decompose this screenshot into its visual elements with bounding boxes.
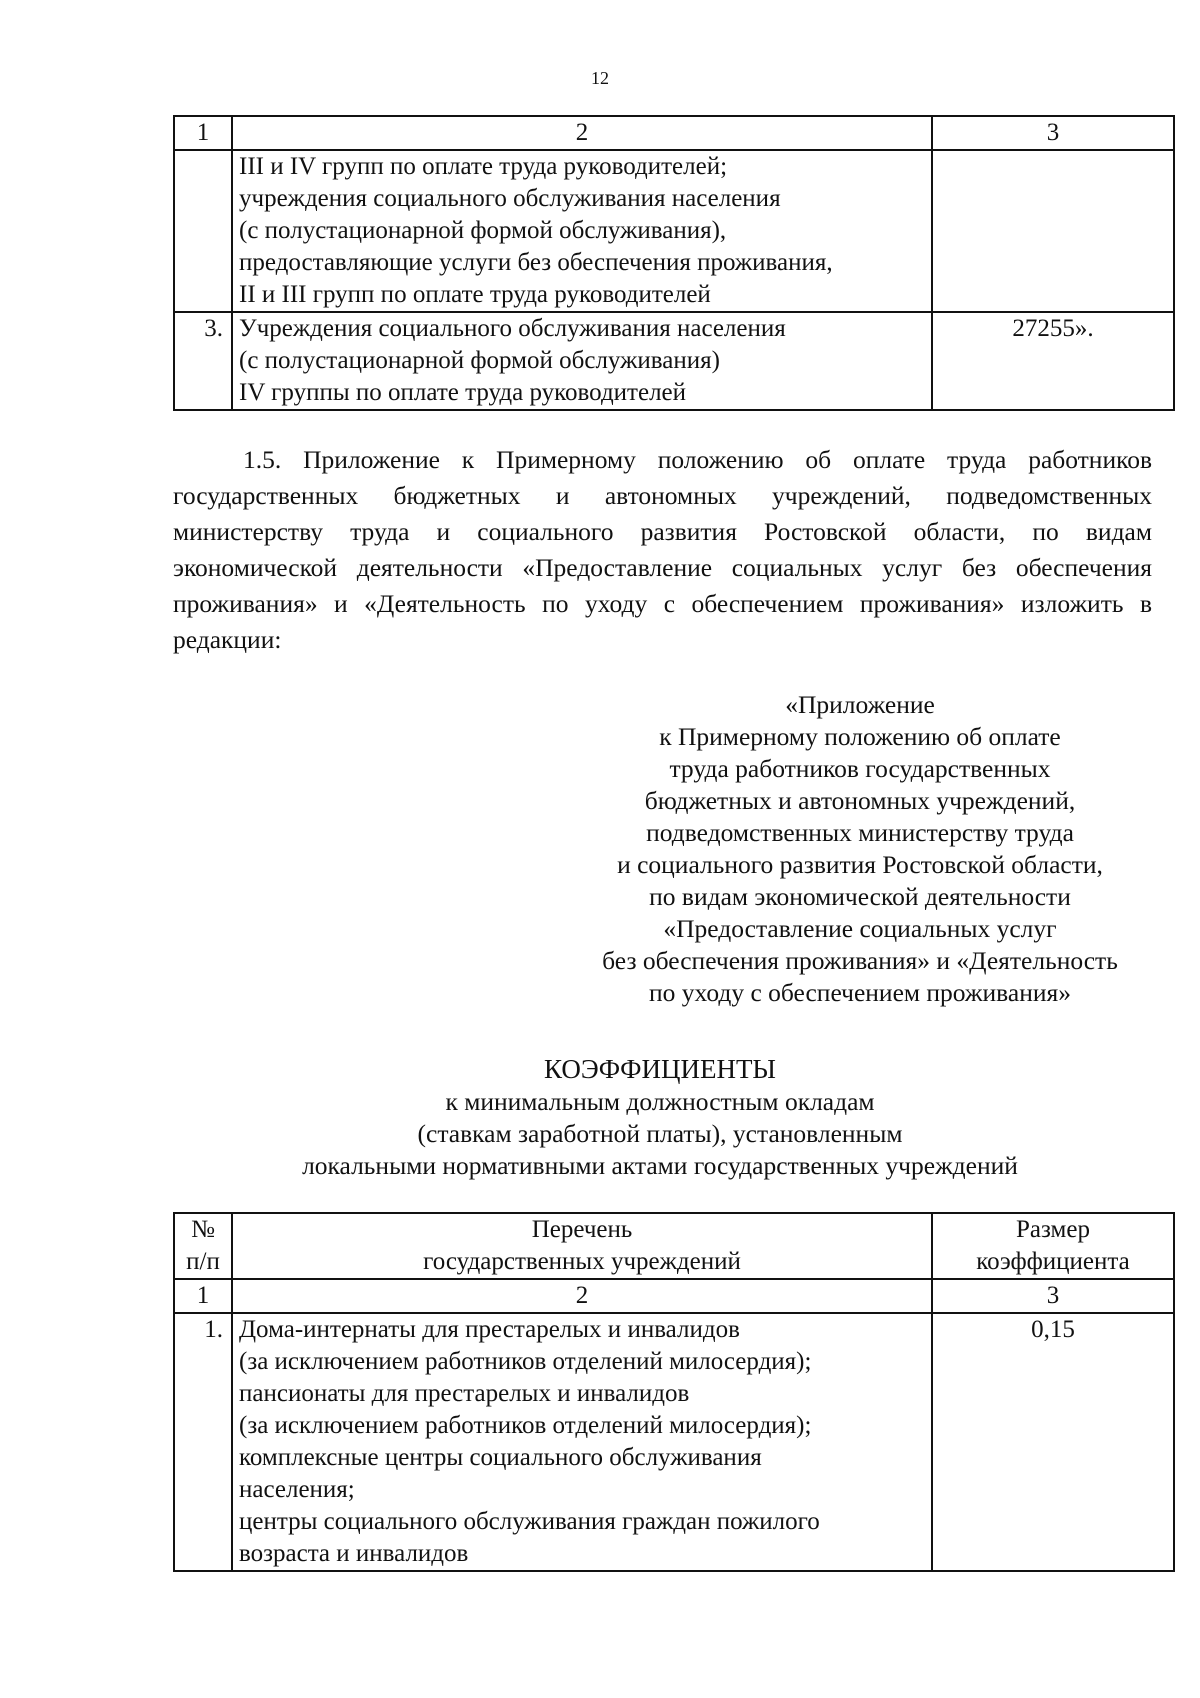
heading-title: КОЭФФИЦИЕНТЫ: [544, 1054, 776, 1084]
row-number: 3.: [174, 312, 232, 410]
appendix-line: по уходу с обеспечением проживания»: [649, 978, 1071, 1007]
header-number: № п/п: [174, 1213, 232, 1279]
appendix-line: труда работников государственных: [669, 754, 1051, 783]
table-row: [174, 150, 1174, 312]
table-index-cell: 2: [232, 1279, 932, 1313]
coefficients-heading: [150, 1052, 1170, 1182]
header-size: Размер коэффициента: [932, 1213, 1174, 1279]
appendix-line: «Предоставление социальных услуг: [663, 914, 1057, 943]
row-value: 0,15: [932, 1313, 1174, 1571]
table-index-cell: 1: [174, 1279, 232, 1313]
row-number: 1.: [174, 1313, 232, 1571]
table-continuation: [173, 115, 1175, 411]
row-text: Дома-интернаты для престарелых и инвалидов (за исключением работников отделений милосердия); пансионаты для престарелых и инвалидов (за исключением работников отделений милосердия); комплексные центры социального обслуживания населения; центры социального обслуживания граждан пожилого возраста и инвалидов: [232, 1313, 932, 1571]
row-number: [174, 150, 232, 312]
appendix-line: к Примерному положению об оплате: [659, 722, 1061, 751]
appendix-line: по видам экономической деятельности: [649, 882, 1071, 911]
row-text: Учреждения социального обслуживания населения (с полустационарной формой обслуживания) IV группы по оплате труда руководителей: [232, 312, 932, 410]
row-value: [932, 150, 1174, 312]
table-header-row: [174, 1213, 1174, 1279]
page-number: 12: [591, 68, 609, 88]
header-list: Перечень государственных учреждений: [232, 1213, 932, 1279]
appendix-line: и социального развития Ростовской области,: [617, 850, 1103, 879]
row-value: 27255».: [932, 312, 1174, 410]
heading-line: к минимальным должностным окладам: [445, 1087, 875, 1116]
appendix-caption: [560, 689, 1160, 1009]
table-header-cell: 2: [232, 116, 932, 150]
heading-line: локальными нормативными актами государственных учреждений: [302, 1151, 1018, 1180]
table-index-row: [174, 1279, 1174, 1313]
table-row: [174, 312, 1174, 410]
table-index-row: [174, 116, 1174, 150]
table-header-cell: 1: [174, 116, 232, 150]
coefficients-table: [173, 1212, 1175, 1572]
appendix-line: «Приложение: [785, 690, 935, 719]
heading-line: (ставкам заработной платы), установленным: [417, 1119, 903, 1148]
appendix-line: без обеспечения проживания» и «Деятельность: [602, 946, 1118, 975]
table-row: [174, 1313, 1174, 1571]
appendix-line: подведомственных министерству труда: [646, 818, 1074, 847]
table-index-cell: 3: [932, 1279, 1174, 1313]
body-paragraph: 1.5. Приложение к Примерному положению об оплате труда работников государственных бюджетных и автономных учреждений, подведомственных министерству труда и социального развития Ростовской области, по видам экономической деятельности «Предоставление социальных услуг без обеспечения проживания» и «Деятельность по уходу с обеспечением проживания» изложить в редакции:: [173, 445, 1152, 654]
appendix-line: бюджетных и автономных учреждений,: [644, 786, 1076, 815]
row-text: III и IV групп по оплате труда руководителей; учреждения социального обслуживания населения (с полустационарной формой обслуживания), предоставляющие услуги без обеспечения проживания, II и III групп по оплате труда руководителей: [232, 150, 932, 312]
table-header-cell: 3: [932, 116, 1174, 150]
